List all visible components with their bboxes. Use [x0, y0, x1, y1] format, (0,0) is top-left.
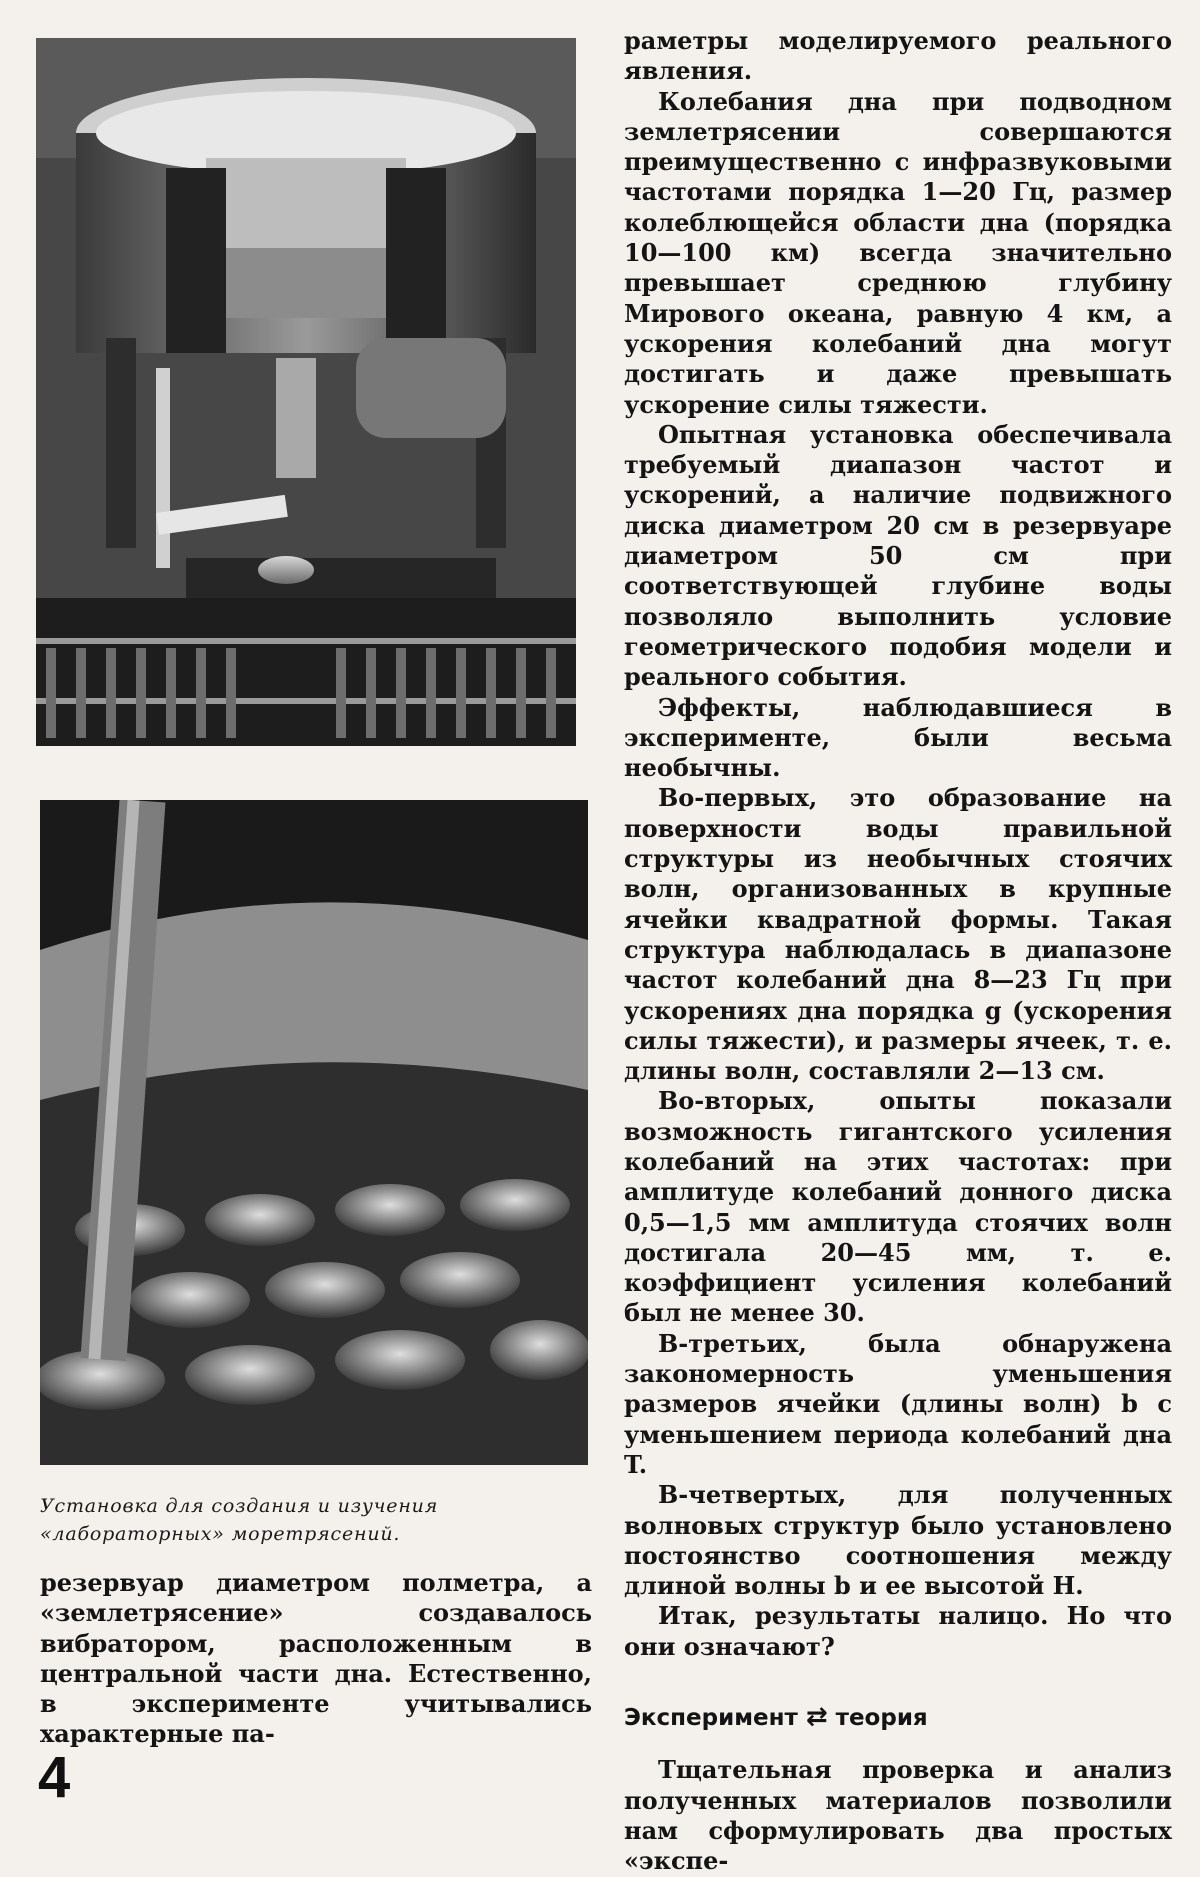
- text-fourth: для полученных волновых структур было установлено постоянство соотношения между длиной волны b и ее высотой H.: [624, 1480, 1172, 1601]
- lead-fourth: В-четвертых,: [658, 1480, 847, 1510]
- text-second: опыты показали возможность гигантского усиления колебаний на этих частотах: при амплитуде колебаний донного диска 0,5—1,5 мм амплитуда стоячих волн достигала 20—45 мм, т. е. коэффициент усиления колебаний был не менее 30.: [624, 1086, 1172, 1328]
- left-column: [40, 1568, 592, 1750]
- text-first: это образование на поверхности воды правильной структуры из необычных стоячих волн, организованных в крупные ячейки квадратной формы. Такая структура наблюдалась в диапазоне частот колебаний дна 8—23 Гц при ускорениях дна порядка g (ускорения силы тяжести), и размеры ячеек, т. е. длины волн, составляли 2—13 см.: [624, 783, 1172, 1086]
- lead-second: Во-вторых,: [658, 1086, 816, 1116]
- standing-waves-photo-illustration: [40, 800, 588, 1465]
- lead-third: В-третьих,: [658, 1328, 807, 1358]
- apparatus-photo-illustration: [36, 38, 576, 746]
- paragraph-results: Итак, результаты налицо. Но что они означают?: [624, 1601, 1172, 1661]
- lead-first: Во-первых,: [658, 783, 818, 813]
- page-number: 4: [38, 1745, 71, 1810]
- heading-experiment: Эксперимент: [624, 1705, 798, 1732]
- right-column: [624, 26, 1172, 1877]
- photo-caption: Установка для создания и изучения «лабораторных» моретрясений.: [40, 1495, 439, 1545]
- section-heading: [624, 1702, 1172, 1733]
- paragraph-fourth: [624, 1480, 1172, 1601]
- text-third: была обнаружена закономерность уменьшения размеров ячейки (длины волн) b с уменьшением периода колебаний дна T.: [624, 1328, 1172, 1479]
- paragraph-third: [624, 1329, 1172, 1480]
- heading-theory: теория: [835, 1705, 928, 1732]
- paragraph-second: [624, 1086, 1172, 1328]
- standing-waves-photo: [40, 800, 588, 1465]
- left-column-paragraph: резервуар диаметром полметра, а «землетрясение» создавалось вибратором, расположенным в центральной части дна. Естественно, в эксперименте учитывались характерные па-: [40, 1568, 592, 1749]
- exchange-arrows-icon: ⇄: [805, 1702, 828, 1733]
- paragraph-analysis: Тщательная проверка и анализ полученных материалов позволили нам сформулировать два простых «экспе-: [624, 1755, 1172, 1876]
- paragraph-setup: Опытная установка обеспечивала требуемый диапазон частот и ускорений, а наличие подвижного диска диаметром 20 см в резервуаре диаметром 50 см при соответствующей глубине воды позволяло выполнить условие геометрического подобия модели и реального события.: [624, 419, 1172, 692]
- paragraph-effects: Эффекты, наблюдавшиеся в эксперименте, были весьма необычны.: [624, 692, 1172, 783]
- paragraph-first: [624, 783, 1172, 1086]
- paragraph-continuation: раметры моделируемого реального явления.: [624, 26, 1172, 86]
- paragraph-oscillations: Колебания дна при подводном землетрясении совершаются преимущественно с инфразвуковыми частотами порядка 1—20 Гц, размер колеблющейся области дна (порядка 10—100 км) всегда значительно превышает среднюю глубину Мирового океана, равную 4 км, а ускорения колебаний дна могут достигать и даже превышать ускорение силы тяжести.: [624, 86, 1172, 419]
- apparatus-photo: [36, 38, 576, 746]
